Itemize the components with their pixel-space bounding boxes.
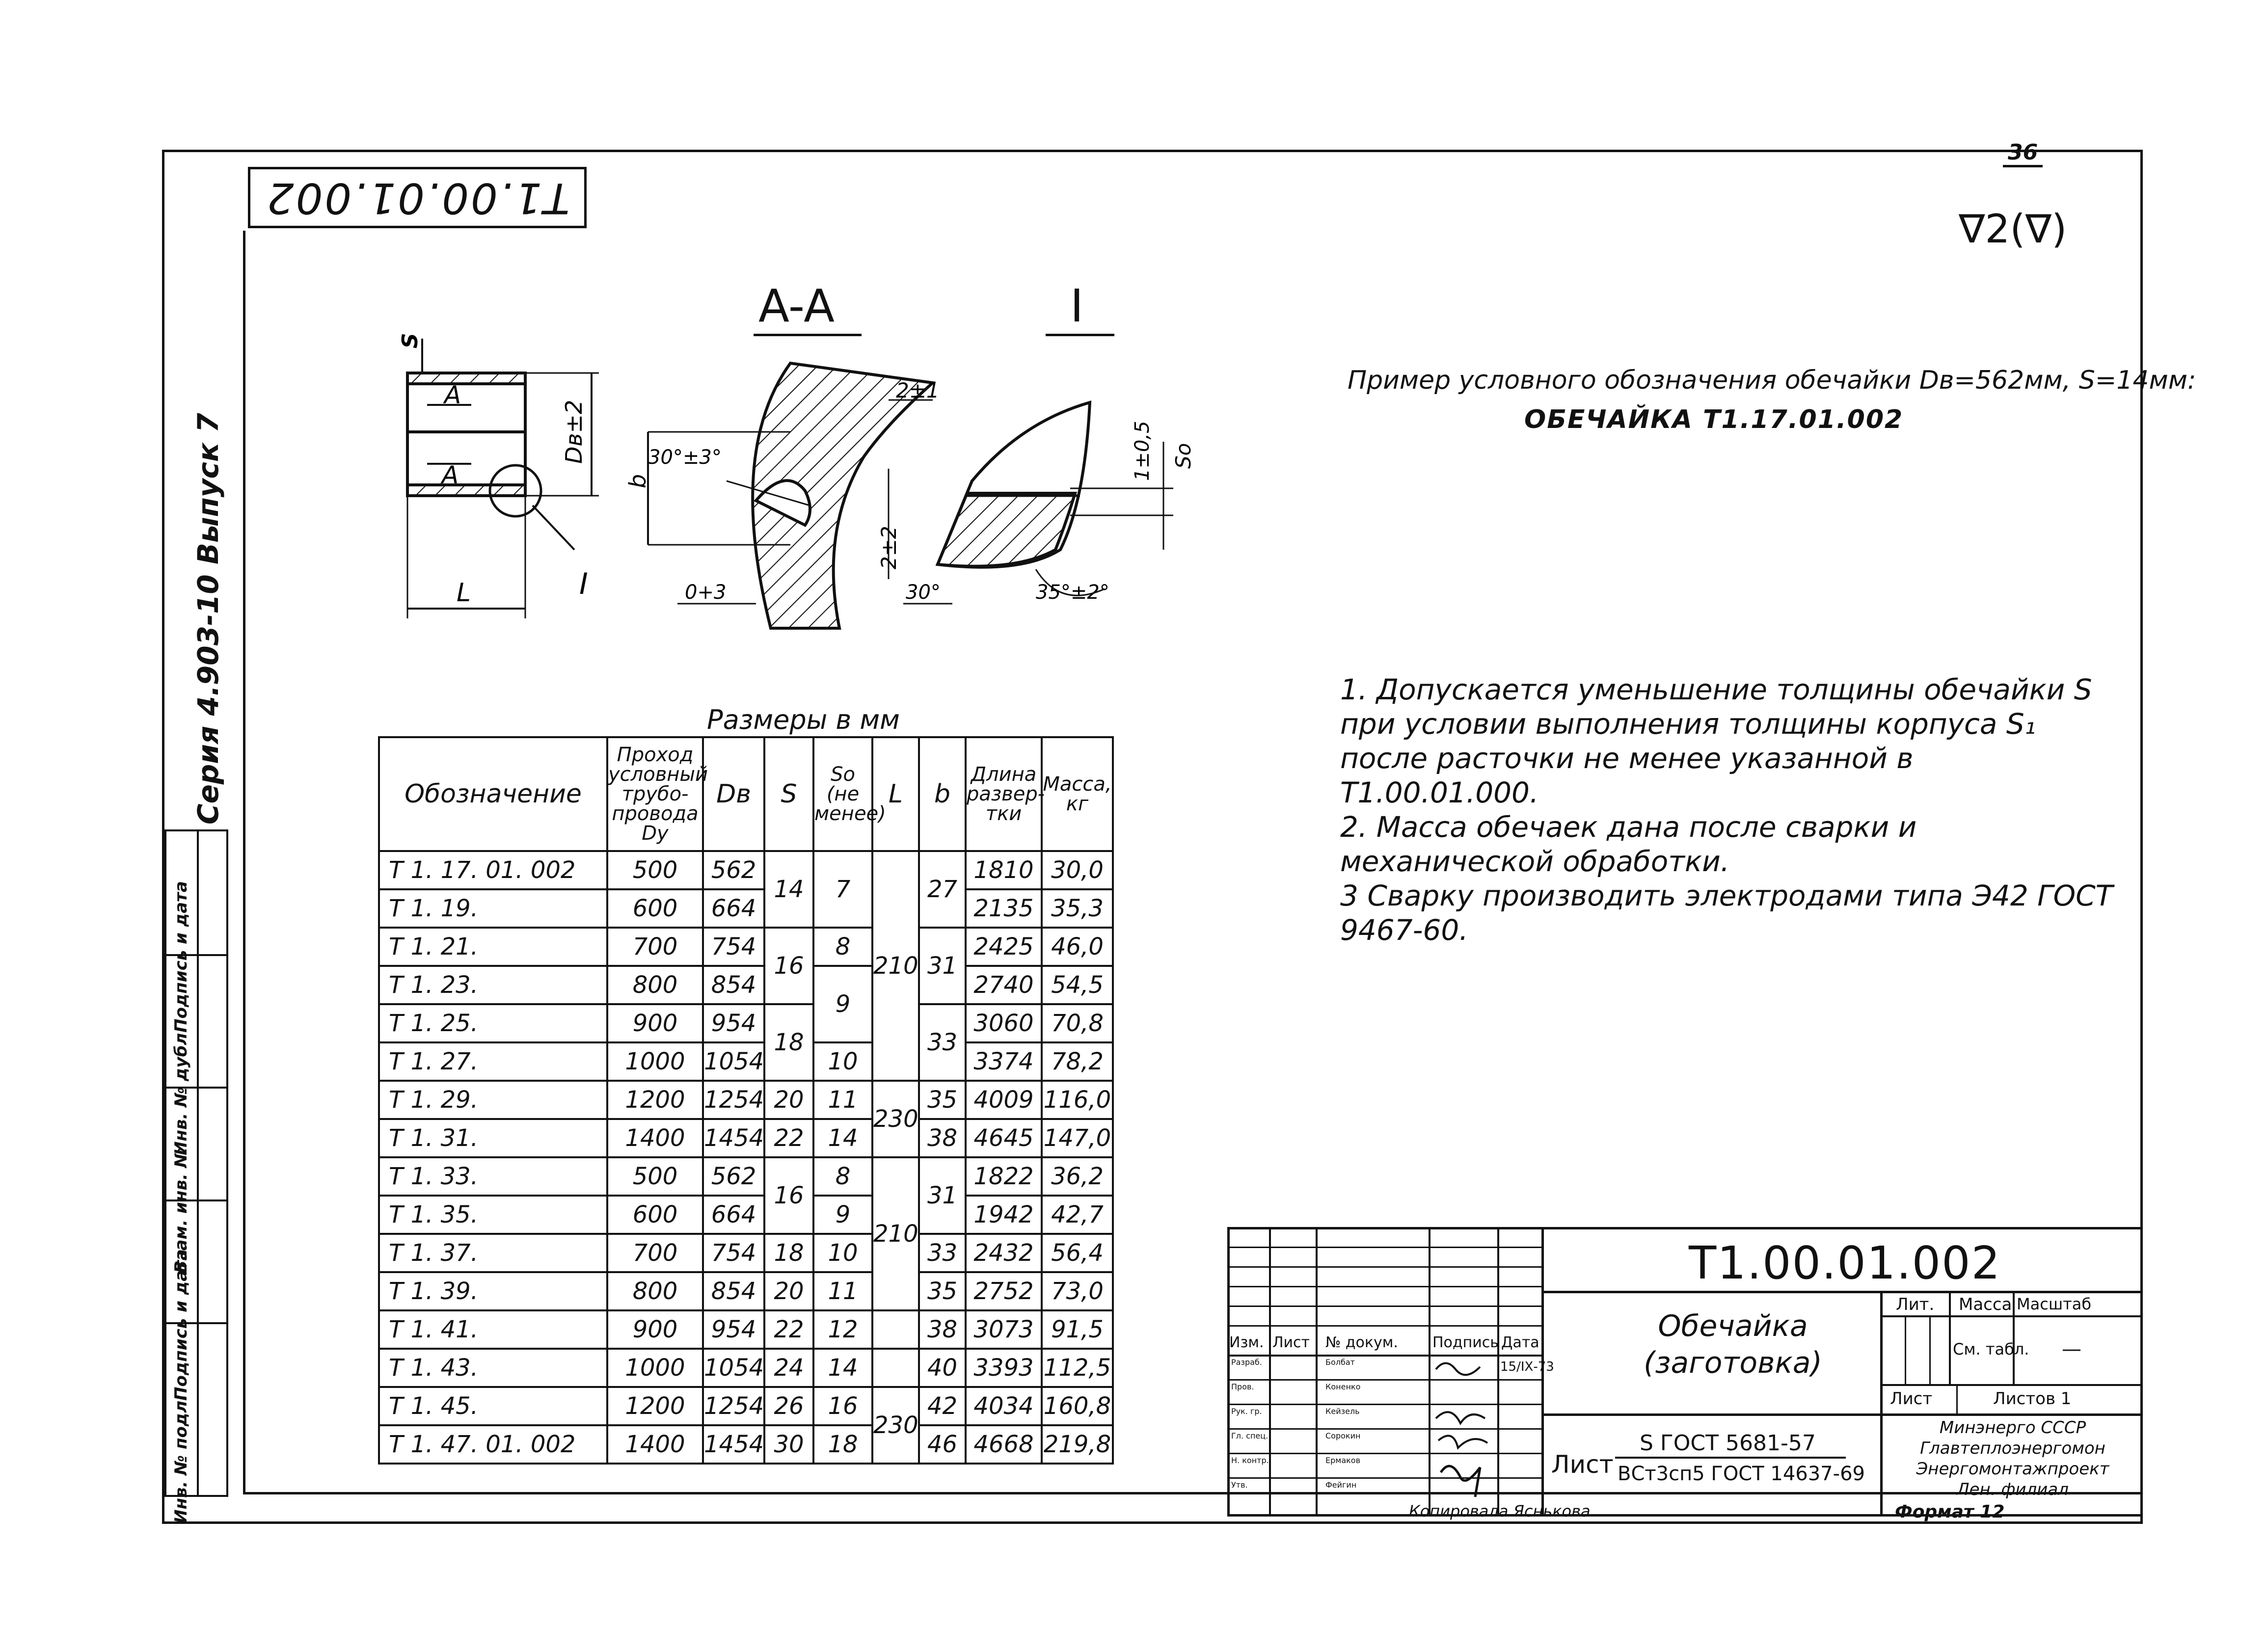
cell-length: 4645 bbox=[966, 1119, 1042, 1157]
tb-grid-line bbox=[1880, 1315, 2143, 1317]
col-dv: Dв bbox=[703, 737, 764, 851]
cell-dv: 954 bbox=[703, 1004, 764, 1042]
cell-so: 10 bbox=[813, 1042, 872, 1081]
cell-s: 14 bbox=[764, 851, 813, 928]
signature-mark bbox=[1441, 1466, 1480, 1497]
col-b: b bbox=[919, 737, 966, 851]
cell-b: 38 bbox=[919, 1310, 966, 1349]
label-zero-3: 0+3 bbox=[685, 581, 727, 604]
example-designation-line2: ОБЕЧАЙКА Т1.17.01.002 bbox=[1524, 405, 1904, 434]
tb-col-sign: Подпись bbox=[1432, 1334, 1499, 1351]
table-caption: Размеры в мм bbox=[707, 704, 900, 735]
tb-grid-line bbox=[1956, 1384, 1958, 1413]
cell-mass: 73,0 bbox=[1042, 1272, 1113, 1310]
cell-dv: 562 bbox=[703, 851, 764, 889]
cell-l: 230 bbox=[872, 1387, 919, 1464]
label-detail-callout: I bbox=[579, 567, 588, 601]
cell-mass: 91,5 bbox=[1042, 1310, 1113, 1349]
label-b: b bbox=[624, 474, 651, 488]
cell-length: 1822 bbox=[966, 1157, 1042, 1196]
cell-so: 14 bbox=[813, 1349, 872, 1387]
label-s: S bbox=[398, 333, 423, 348]
tb-organization bbox=[1890, 1417, 2135, 1500]
tb-col-izm: Изм. bbox=[1229, 1334, 1264, 1351]
cell-du: 500 bbox=[607, 1157, 703, 1196]
cell-dv: 562 bbox=[703, 1157, 764, 1196]
tb-col-doc: № докум. bbox=[1325, 1334, 1398, 1351]
cell-b: 35 bbox=[919, 1272, 966, 1310]
cell-b: 27 bbox=[919, 851, 966, 928]
tb-mass-label: Масса bbox=[1959, 1295, 2012, 1314]
cell-length: 2740 bbox=[966, 966, 1042, 1004]
tb-grid-line bbox=[1227, 1266, 1541, 1268]
designation-stamp bbox=[248, 167, 587, 228]
label-a-top: A bbox=[444, 381, 461, 409]
strip-label: Взам. инв. № bbox=[171, 1147, 191, 1273]
cell-du: 900 bbox=[607, 1310, 703, 1349]
cell-du: 1200 bbox=[607, 1081, 703, 1119]
signature-mark bbox=[1436, 1412, 1485, 1423]
tb-lit-label: Лит. bbox=[1896, 1295, 1935, 1314]
technical-notes bbox=[1296, 672, 2121, 947]
tb-name: Фейгин bbox=[1325, 1480, 1357, 1490]
cell-mass: 46,0 bbox=[1042, 928, 1113, 966]
cell-so: 12 bbox=[813, 1310, 872, 1349]
cell-l: 210 bbox=[872, 1157, 919, 1310]
cell-du: 1200 bbox=[607, 1387, 703, 1425]
col-length: Длина развер-тки bbox=[966, 737, 1042, 851]
tb-name: Болбат bbox=[1325, 1358, 1355, 1367]
cell-mass: 112,5 bbox=[1042, 1349, 1113, 1387]
cell-mass: 70,8 bbox=[1042, 1004, 1113, 1042]
col-so: So (не менее) bbox=[813, 737, 872, 851]
table-row bbox=[379, 1196, 1113, 1234]
format-label: Формат 12 bbox=[1895, 1502, 2004, 1524]
cell-s: 22 bbox=[764, 1310, 813, 1349]
table-row bbox=[379, 1425, 1113, 1464]
cell-s: 20 bbox=[764, 1081, 813, 1119]
cell-b: 33 bbox=[919, 1234, 966, 1272]
cell-s: 30 bbox=[764, 1425, 813, 1464]
cell-du: 500 bbox=[607, 851, 703, 889]
signature-mark bbox=[1438, 1436, 1487, 1448]
tb-role: Рук. гр. bbox=[1231, 1407, 1262, 1416]
tb-col-date: Дата bbox=[1501, 1334, 1539, 1351]
tb-grid-line bbox=[1269, 1227, 1271, 1514]
cell-mass: 78,2 bbox=[1042, 1042, 1113, 1081]
tb-grid-line bbox=[1227, 1247, 1541, 1248]
cell-mass: 54,5 bbox=[1042, 966, 1113, 1004]
tb-grid-line bbox=[1880, 1384, 2143, 1386]
cell-dv: 664 bbox=[703, 889, 764, 928]
cell-du: 800 bbox=[607, 966, 703, 1004]
col-designation: Обозначение bbox=[379, 737, 607, 851]
tb-grid-line bbox=[2013, 1291, 2015, 1384]
copied-by: Копировала Яснькова bbox=[1409, 1502, 1591, 1520]
cell-s: 16 bbox=[764, 1157, 813, 1234]
dimensions-table bbox=[378, 736, 1114, 1465]
strip-label: Подпись и дата bbox=[171, 881, 191, 1033]
cell-b: 46 bbox=[919, 1425, 966, 1464]
cell-designation: Т 1. 47. 01. 002 bbox=[379, 1425, 607, 1464]
cell-b: 31 bbox=[919, 1157, 966, 1234]
tb-sheets-label: Листов 1 bbox=[1993, 1389, 2072, 1409]
label-a-bottom: A bbox=[442, 461, 459, 489]
tb-role: Утв. bbox=[1231, 1480, 1248, 1490]
tb-name: Коненко bbox=[1325, 1382, 1361, 1391]
cell-length: 4009 bbox=[966, 1081, 1042, 1119]
signature-mark bbox=[1436, 1363, 1480, 1375]
tb-grid-line bbox=[1227, 1306, 1541, 1307]
cell-s: 16 bbox=[764, 928, 813, 1004]
table-row bbox=[379, 1119, 1113, 1157]
tb-org-line: Энергомонтажпроект bbox=[1916, 1459, 2109, 1479]
cell-du: 900 bbox=[607, 1004, 703, 1042]
note-2: 2. Масса обечаек дана после сварки и механической обработки. bbox=[1340, 810, 1917, 878]
tb-mass-value: См. табл. bbox=[1953, 1340, 2029, 1359]
cell-mass: 42,7 bbox=[1042, 1196, 1113, 1234]
tb-material-top: S ГОСТ 5681-57 bbox=[1640, 1431, 1816, 1456]
cell-s: 26 bbox=[764, 1387, 813, 1425]
cell-so: 9 bbox=[813, 1196, 872, 1234]
cell-b: 31 bbox=[919, 928, 966, 1004]
tb-grid-line bbox=[1429, 1227, 1430, 1514]
tb-org-line: Лен. филиал bbox=[1957, 1480, 2069, 1499]
cell-so: 10 bbox=[813, 1234, 872, 1272]
note-1: 1. Допускается уменьшение толщины обечайки S при условии выполнения толщины корпуса S₁ после расточки не менее указанной в Т1.00.01.000. bbox=[1340, 673, 2092, 809]
shell-drawing bbox=[383, 294, 1217, 663]
title-block-name-line1: Обечайка bbox=[1658, 1309, 1808, 1343]
cell-b: 40 bbox=[919, 1349, 966, 1387]
table-row bbox=[379, 1387, 1113, 1425]
cell-mass: 219,8 bbox=[1042, 1425, 1113, 1464]
cell-dv: 1254 bbox=[703, 1081, 764, 1119]
tb-material-fraction-line bbox=[1615, 1457, 1846, 1459]
col-du: Проход условный трубо-провода Dy bbox=[607, 737, 703, 851]
cell-dv: 754 bbox=[703, 1234, 764, 1272]
cell-l: 230 bbox=[872, 1081, 919, 1157]
cell-du: 1000 bbox=[607, 1349, 703, 1387]
tb-grid-line bbox=[1541, 1413, 2143, 1416]
cell-mass: 160,8 bbox=[1042, 1387, 1113, 1425]
tb-org-line: Главтеплоэнергомон bbox=[1920, 1439, 2105, 1458]
cell-du: 600 bbox=[607, 889, 703, 928]
tb-grid-line bbox=[1497, 1227, 1499, 1514]
roughness-mark: ∇2(∇) bbox=[1959, 206, 2067, 252]
cell-length: 4034 bbox=[966, 1387, 1042, 1425]
tb-role: Н. контр. bbox=[1231, 1456, 1269, 1465]
cell-dv: 754 bbox=[703, 928, 764, 966]
table-row bbox=[379, 928, 1113, 966]
cell-du: 600 bbox=[607, 1196, 703, 1234]
cell-dv: 854 bbox=[703, 966, 764, 1004]
table-row bbox=[379, 1004, 1113, 1042]
cell-designation: Т 1. 17. 01. 002 bbox=[379, 851, 607, 889]
cell-designation: Т 1. 39. bbox=[379, 1272, 607, 1310]
cell-mass: 35,3 bbox=[1042, 889, 1113, 928]
cell-l: 210 bbox=[872, 851, 919, 1081]
tb-grid-line bbox=[1905, 1315, 1906, 1384]
label-l: L bbox=[457, 578, 471, 608]
tb-grid-line bbox=[1541, 1291, 2143, 1293]
table-header-row bbox=[379, 737, 1113, 851]
cell-length: 3073 bbox=[966, 1310, 1042, 1349]
cell-designation: Т 1. 21. bbox=[379, 928, 607, 966]
section-aa-title: A-A bbox=[758, 280, 835, 332]
tb-role: Гл. спец. bbox=[1231, 1431, 1268, 1440]
cell-s: 18 bbox=[764, 1004, 813, 1081]
label-angle-35-2: 35°±2° bbox=[1036, 581, 1109, 604]
cell-dv: 854 bbox=[703, 1272, 764, 1310]
tb-grid-line bbox=[1227, 1325, 1541, 1327]
tb-col-list: Лист bbox=[1272, 1334, 1310, 1351]
cell-designation: Т 1. 35. bbox=[379, 1196, 607, 1234]
cell-b: 38 bbox=[919, 1119, 966, 1157]
cell-b: 42 bbox=[919, 1387, 966, 1425]
tb-name: Кейзель bbox=[1325, 1407, 1360, 1416]
cell-length: 2425 bbox=[966, 928, 1042, 966]
cell-designation: Т 1. 41. bbox=[379, 1310, 607, 1349]
cell-b: 35 bbox=[919, 1081, 966, 1119]
cell-so: 11 bbox=[813, 1081, 872, 1119]
example-designation-line1: Пример условного обозначения обечайки Dв=562мм, S=14мм: bbox=[1348, 366, 2196, 395]
label-dv: Dв±2 bbox=[561, 400, 587, 464]
cell-length: 1810 bbox=[966, 851, 1042, 889]
cell-length: 3060 bbox=[966, 1004, 1042, 1042]
cell-du: 1400 bbox=[607, 1425, 703, 1464]
label-tol-1-05: 1±0,5 bbox=[1131, 421, 1154, 481]
tb-name: Ермаков bbox=[1325, 1456, 1361, 1465]
label-angle-30: 30° bbox=[906, 581, 941, 604]
cell-length: 2752 bbox=[966, 1272, 1042, 1310]
table-row bbox=[379, 1157, 1113, 1196]
series-label: Серия 4.903-10 Выпуск 7 bbox=[191, 413, 225, 825]
tb-grid-line bbox=[1227, 1286, 1541, 1287]
cell-mass: 36,2 bbox=[1042, 1157, 1113, 1196]
title-block-name-line2: (заготовка) bbox=[1644, 1346, 1822, 1380]
cell-s: 24 bbox=[764, 1349, 813, 1387]
cell-s: 18 bbox=[764, 1234, 813, 1272]
cell-dv: 1454 bbox=[703, 1425, 764, 1464]
cell-so: 14 bbox=[813, 1119, 872, 1157]
label-angle-30-3: 30°±3° bbox=[648, 446, 722, 469]
tb-org-line: Минэнерго СССР bbox=[1939, 1418, 2086, 1438]
cell-designation: Т 1. 37. bbox=[379, 1234, 607, 1272]
tb-grid-line bbox=[1316, 1227, 1318, 1514]
tb-material-bottom: ВСт3сп5 ГОСТ 14637-69 bbox=[1618, 1463, 1865, 1485]
table-row bbox=[379, 1042, 1113, 1081]
table-row bbox=[379, 889, 1113, 928]
cell-du: 1000 bbox=[607, 1042, 703, 1081]
table-row bbox=[379, 851, 1113, 889]
tb-role: Пров. bbox=[1231, 1382, 1254, 1391]
table-row bbox=[379, 1349, 1113, 1387]
cell-so: 11 bbox=[813, 1272, 872, 1310]
cell-b: 33 bbox=[919, 1004, 966, 1081]
tb-scale-label: Масштаб bbox=[2017, 1295, 2092, 1313]
cell-so: 8 bbox=[813, 928, 872, 966]
strip-label: Инв. № дубл. bbox=[171, 1026, 191, 1155]
cell-dv: 1054 bbox=[703, 1349, 764, 1387]
cell-length: 1942 bbox=[966, 1196, 1042, 1234]
cell-designation: Т 1. 23. bbox=[379, 966, 607, 1004]
tb-grid-line bbox=[1880, 1291, 1883, 1514]
tb-grid-line bbox=[1949, 1291, 1951, 1384]
note-3: 3 Сварку производить электродами типа Э42 ГОСТ 9467-60. bbox=[1340, 879, 2113, 947]
cell-mass: 30,0 bbox=[1042, 851, 1113, 889]
table-row bbox=[379, 1272, 1113, 1310]
cell-designation: Т 1. 27. bbox=[379, 1042, 607, 1081]
label-gap-2-2: 2±2 bbox=[877, 526, 901, 569]
cell-l bbox=[872, 1310, 919, 1349]
tb-sheet-label: Лист bbox=[1890, 1389, 1933, 1409]
cell-length: 3393 bbox=[966, 1349, 1042, 1387]
cell-designation: Т 1. 33. bbox=[379, 1157, 607, 1196]
cell-du: 800 bbox=[607, 1272, 703, 1310]
cell-dv: 1054 bbox=[703, 1042, 764, 1081]
title-block-name bbox=[1635, 1308, 1831, 1382]
col-s: S bbox=[764, 737, 813, 851]
cell-dv: 1254 bbox=[703, 1387, 764, 1425]
label-gap-2-1: 2±1 bbox=[896, 378, 940, 402]
left-signature-strip bbox=[164, 829, 228, 1523]
table-row bbox=[379, 1310, 1113, 1349]
col-mass: Масса, кг bbox=[1042, 737, 1113, 851]
designation-stamp-text: T1.00.01.002 bbox=[265, 173, 570, 222]
sheet-number: 36 bbox=[2003, 140, 2043, 167]
cell-mass: 56,4 bbox=[1042, 1234, 1113, 1272]
cell-designation: Т 1. 31. bbox=[379, 1119, 607, 1157]
table-row bbox=[379, 1081, 1113, 1119]
cell-designation: Т 1. 19. bbox=[379, 889, 607, 928]
cell-so: 16 bbox=[813, 1387, 872, 1425]
cell-so: 9 bbox=[813, 966, 872, 1042]
cell-du: 700 bbox=[607, 1234, 703, 1272]
signature-marks bbox=[1431, 1355, 1497, 1512]
col-l: L bbox=[872, 737, 919, 851]
cell-designation: Т 1. 25. bbox=[379, 1004, 607, 1042]
cell-length: 2432 bbox=[966, 1234, 1042, 1272]
tb-grid-line bbox=[1929, 1315, 1931, 1384]
detail-i-title: I bbox=[1070, 280, 1084, 332]
shell-front-view bbox=[407, 339, 599, 618]
strip-divider bbox=[197, 831, 199, 1495]
cell-designation: Т 1. 29. bbox=[379, 1081, 607, 1119]
table-row bbox=[379, 1234, 1113, 1272]
cell-length: 3374 bbox=[966, 1042, 1042, 1081]
cell-mass: 116,0 bbox=[1042, 1081, 1113, 1119]
cell-length: 4668 bbox=[966, 1425, 1042, 1464]
cell-s: 22 bbox=[764, 1119, 813, 1157]
cell-dv: 1454 bbox=[703, 1119, 764, 1157]
cell-designation: Т 1. 45. bbox=[379, 1387, 607, 1425]
tb-material-prefix: Лист bbox=[1551, 1450, 1614, 1479]
tb-date: 15/ІХ-73 bbox=[1500, 1359, 1554, 1374]
strip-label: Подпись и дата bbox=[171, 1249, 191, 1401]
cell-so: 18 bbox=[813, 1425, 872, 1464]
cell-du: 1400 bbox=[607, 1119, 703, 1157]
cell-du: 700 bbox=[607, 928, 703, 966]
tb-name: Сорокин bbox=[1325, 1431, 1361, 1440]
cell-s: 20 bbox=[764, 1272, 813, 1310]
tb-scale-value: — bbox=[2062, 1338, 2081, 1360]
cell-so: 8 bbox=[813, 1157, 872, 1196]
title-block-code: Т1.00.01.002 bbox=[1689, 1237, 2001, 1289]
strip-label: Инв. № подл. bbox=[171, 1394, 191, 1523]
label-so: So bbox=[1171, 443, 1195, 469]
cell-mass: 147,0 bbox=[1042, 1119, 1113, 1157]
cell-dv: 664 bbox=[703, 1196, 764, 1234]
cell-designation: Т 1. 43. bbox=[379, 1349, 607, 1387]
tb-role: Разраб. bbox=[1231, 1358, 1262, 1367]
cell-so: 7 bbox=[813, 851, 872, 928]
cell-length: 2135 bbox=[966, 889, 1042, 928]
cell-l bbox=[872, 1349, 919, 1387]
cell-dv: 954 bbox=[703, 1310, 764, 1349]
table-row bbox=[379, 966, 1113, 1004]
